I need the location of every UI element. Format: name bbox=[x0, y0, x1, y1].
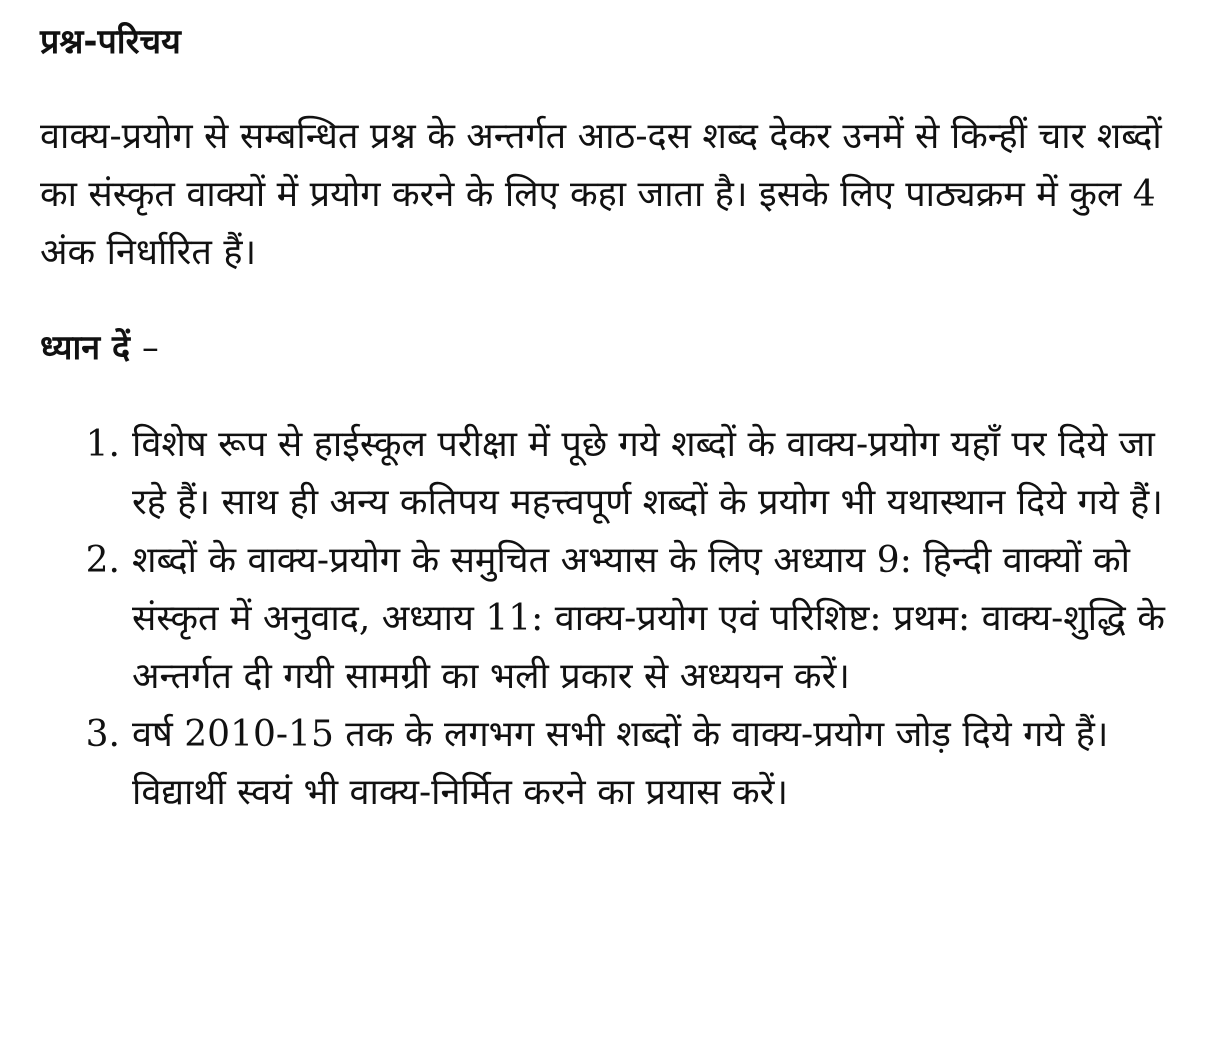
list-item bbox=[40, 532, 1197, 706]
list-item-text: वर्ष 2010-15 तक के लगभग सभी शब्दों के वाक्य-प्रयोग जोड़ दिये गये हैं। विद्यार्थी स्वयं भी वाक्य-निर्मित करने का प्रयास करें। bbox=[132, 714, 1109, 813]
note-heading bbox=[40, 320, 1197, 376]
note-title: ध्यान दें bbox=[40, 328, 131, 368]
list-item-number: 2. bbox=[85, 540, 120, 581]
list-item-text: शब्दों के वाक्य-प्रयोग के समुचित अभ्यास के लिए अध्याय 9: हिन्दी वाक्यों को संस्कृत में अनुवाद, अध्याय 11: वाक्य-प्रयोग एवं परिशिष्ट: प्रथम: वाक्य-शुद्धि के अन्तर्गत दी गयी सामग्री का भली प्रकार से अध्ययन करें। bbox=[132, 540, 1165, 697]
list-item bbox=[40, 416, 1197, 532]
list-item-number: 1. bbox=[85, 424, 120, 465]
section-heading: प्रश्न-परिचय bbox=[40, 22, 181, 62]
list-item bbox=[40, 706, 1197, 822]
list-item-number: 3. bbox=[85, 714, 120, 755]
note-dash: – bbox=[141, 328, 159, 368]
list-item-text: विशेष रूप से हाईस्कूल परीक्षा में पूछे गये शब्दों के वाक्य-प्रयोग यहाँ पर दिये जा रहे हैं। साथ ही अन्य कतिपय महत्त्वपूर्ण शब्दों के प्रयोग भी यथास्थान दिये गये हैं। bbox=[132, 424, 1163, 523]
intro-paragraph: वाक्य-प्रयोग से सम्बन्धित प्रश्न के अन्तर्गत आठ-दस शब्द देकर उनमें से किन्हीं चार शब्दों का संस्कृत वाक्यों में प्रयोग करने के लिए कहा जाता है। इसके लिए पाठ्यक्रम में कुल 4 अंक निर्धारित हैं। bbox=[40, 116, 1162, 273]
notes-list bbox=[40, 416, 1197, 822]
